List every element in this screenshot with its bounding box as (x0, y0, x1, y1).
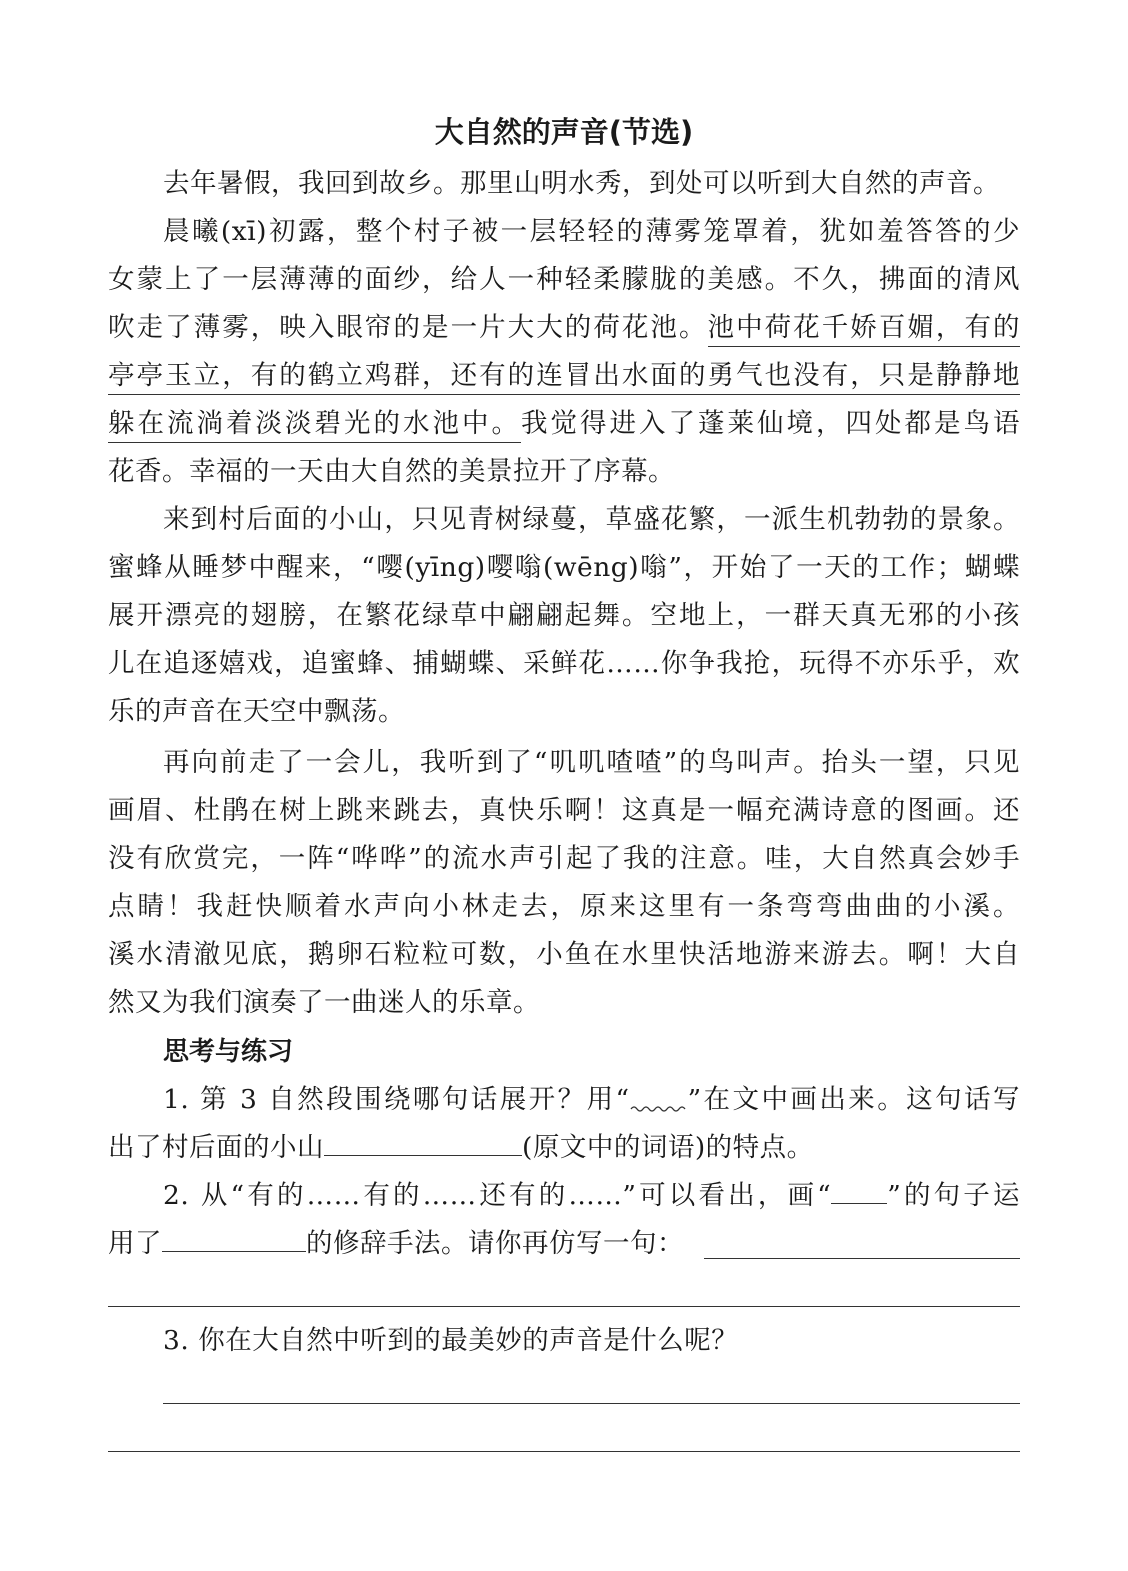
paragraph-1-line: 去年暑假，我回到故乡。那里山明水秀，到处可以听到大自然的声音。 (163, 168, 1000, 199)
question-1-continued (108, 1124, 1020, 1172)
paragraph-2-line (108, 352, 1020, 400)
question-2-continued (108, 1220, 1020, 1268)
plain-text: 我觉得进入了蓬莱仙境，四处都是鸟语 (521, 408, 1020, 439)
paragraph-4-line: 没有欣赏完，一阵“哗哗”的流水声引起了我的注意。哇，大自然真会妙手 (108, 843, 1020, 874)
question-text: (原文中的词语)的特点。 (522, 1132, 814, 1163)
underlined-sentence: 躲在流淌着淡淡碧光的水池中。 (108, 408, 521, 443)
question-text: ”在文中画出来。这句话写 (687, 1084, 1020, 1115)
straight-line-symbol (831, 1173, 887, 1204)
question-text: 用了 (108, 1228, 162, 1259)
paragraph-3-line: 来到村后面的小山，只见青树绿蔓，草盛花繁，一派生机勃勃的景象。 (163, 504, 1020, 535)
answer-blank[interactable] (162, 1221, 306, 1252)
answer-line[interactable] (108, 1306, 1020, 1307)
question-text: 出了村后面的小山 (108, 1132, 324, 1163)
passage-title: 大自然的声音(节选) (434, 115, 694, 149)
question-3: 3. 你在大自然中听到的最美妙的声音是什么呢？ (163, 1325, 739, 1356)
paragraph-4-line: 画眉、杜鹃在树上跳来跳去，真快乐啊！这真是一幅充满诗意的图画。还 (108, 795, 1020, 826)
exercises-heading: 思考与练习 (163, 1037, 294, 1067)
answer-line[interactable] (108, 1451, 1020, 1452)
paragraph-2-line: 女蒙上了一层薄薄的面纱，给人一种轻柔朦胧的美感。不久，拂面的清风 (108, 264, 1020, 295)
paragraph-2-line: 花香。幸福的一天由大自然的美景拉开了序幕。 (108, 456, 675, 487)
question-1 (163, 1076, 1020, 1124)
paragraph-4-line: 再向前走了一会儿，我听到了“叽叽喳喳”的鸟叫声。抬头一望，只见 (163, 747, 1020, 778)
question-text: 2. 从“有的……有的……还有的……”可以看出，画“ (163, 1180, 832, 1211)
question-2 (163, 1172, 1020, 1220)
wavy-line-symbol (630, 1078, 688, 1108)
answer-line[interactable] (704, 1258, 1020, 1259)
question-text: 1. 第 3 自然段围绕哪句话展开？用“ (163, 1084, 630, 1115)
paragraph-4-line: 然又为我们演奏了一曲迷人的乐章。 (108, 987, 540, 1018)
paragraph-3-line: 乐的声音在天空中飘荡。 (108, 696, 405, 727)
underlined-sentence: 池中荷花千娇百媚，有的 (708, 312, 1020, 347)
paragraph-2-line (108, 304, 1020, 352)
paragraph-3-line: 展开漂亮的翅膀，在繁花绿草中翩翩起舞。空地上，一群天真无邪的小孩 (108, 600, 1020, 631)
question-text: ”的句子运 (887, 1180, 1020, 1211)
answer-blank[interactable] (324, 1125, 522, 1156)
paragraph-2-line: 晨曦(xī)初露，整个村子被一层轻轻的薄雾笼罩着，犹如羞答答的少 (163, 216, 1020, 247)
underlined-sentence: 亭亭玉立，有的鹤立鸡群，还有的连冒出水面的勇气也没有，只是静静地 (108, 360, 1020, 395)
plain-text: 吹走了薄雾，映入眼帘的是一片大大的荷花池。 (108, 312, 708, 343)
answer-line[interactable] (163, 1403, 1020, 1404)
paragraph-2-line (108, 400, 1020, 448)
paragraph-4-line: 溪水清澈见底，鹅卵石粒粒可数，小鱼在水里快活地游来游去。啊！大自 (108, 939, 1020, 970)
paragraph-4-line: 点睛！我赶快顺着水声向小林走去，原来这里有一条弯弯曲曲的小溪。 (108, 891, 1020, 922)
question-text: 的修辞手法。请你再仿写一句： (306, 1228, 684, 1259)
paragraph-3-line: 蜜蜂从睡梦中醒来，“嘤(yīng)嘤嗡(wēng)嗡”，开始了一天的工作；蝴蝶 (108, 552, 1020, 583)
paragraph-3-line: 儿在追逐嬉戏，追蜜蜂、捕蝴蝶、采鲜花……你争我抢，玩得不亦乐乎，欢 (108, 648, 1020, 679)
